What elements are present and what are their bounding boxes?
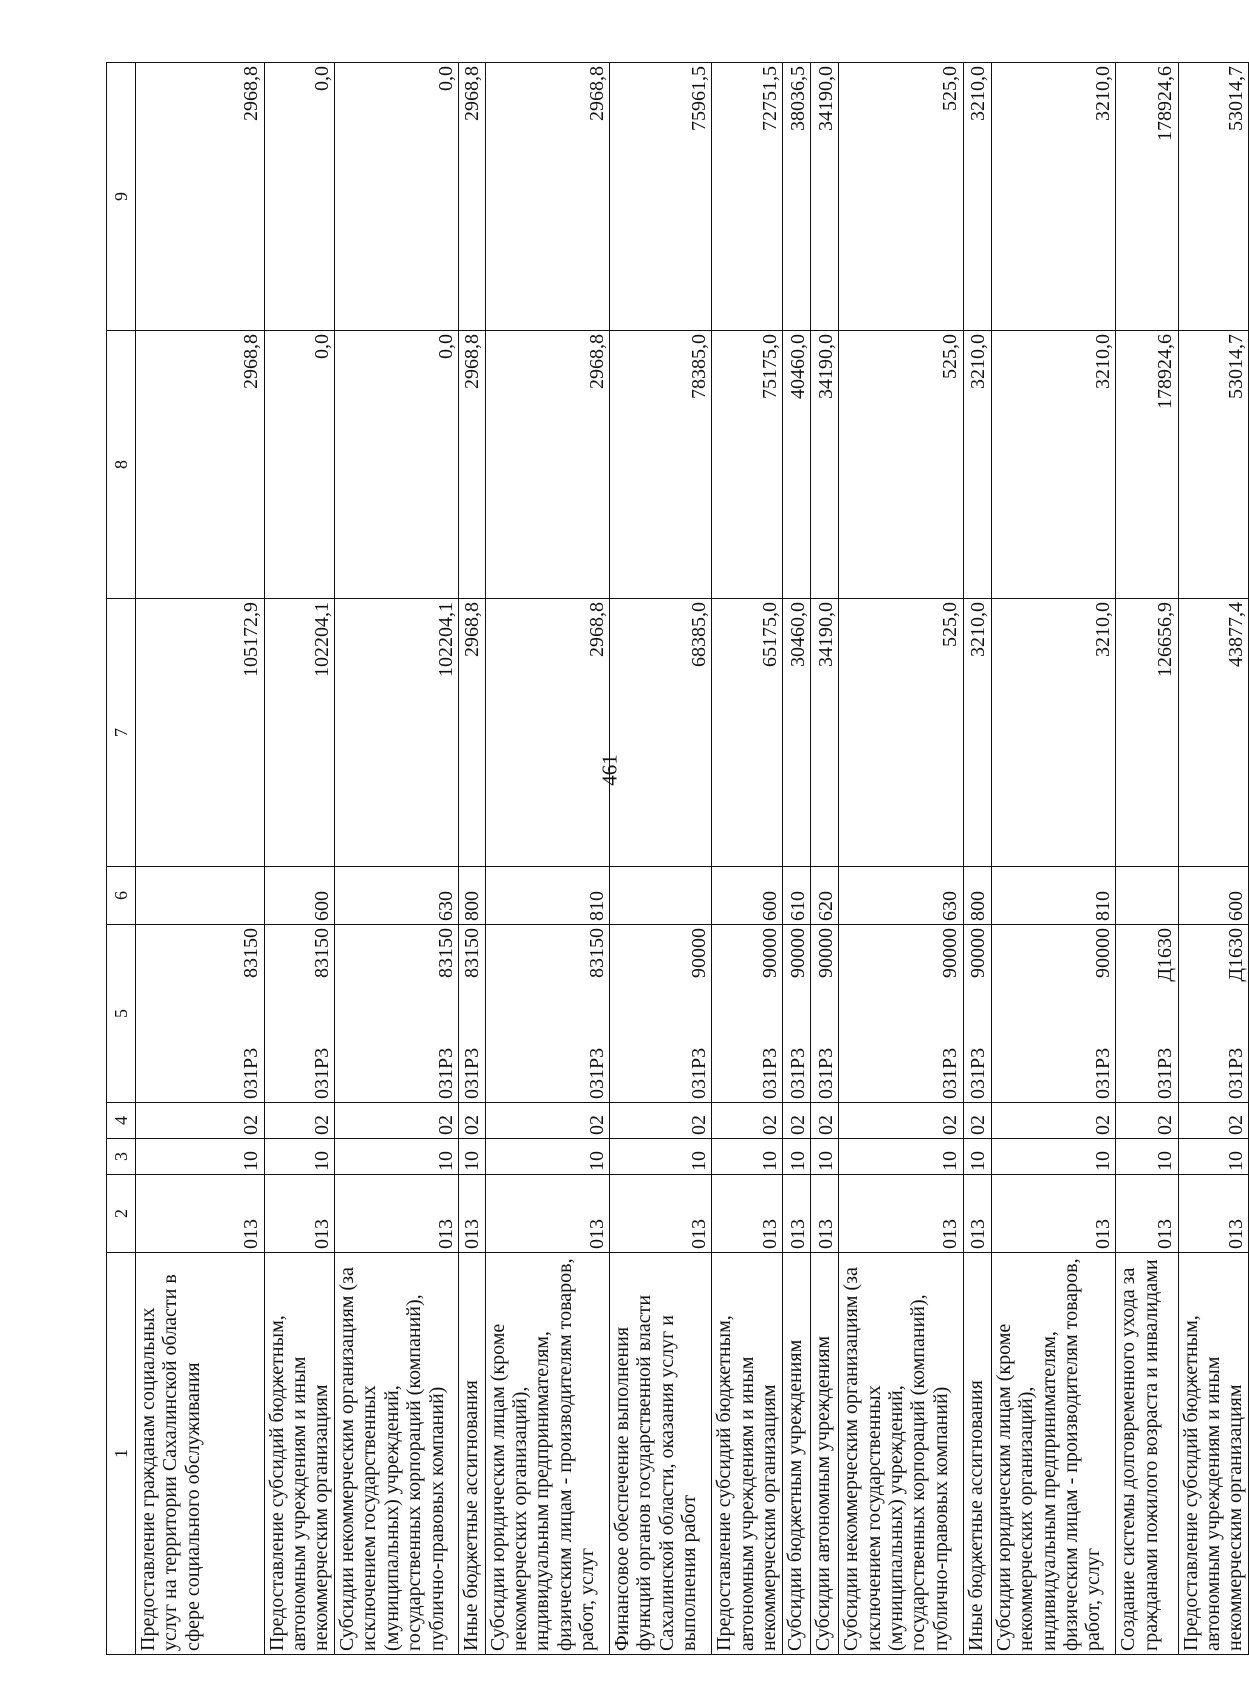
direction-code: 83150 [310, 928, 333, 978]
expense-type-cell: 810 [485, 867, 610, 925]
amount-cell-col9: 3210,0 [963, 63, 991, 331]
ministry-code-cell: 013 [963, 1175, 991, 1253]
ministry-code-cell: 013 [459, 1175, 485, 1253]
table-row [811, 63, 839, 1655]
section-code-cell: 10 [1178, 1139, 1249, 1175]
direction-code: Д1630 [1224, 928, 1247, 982]
amount-cell-col7: 2968,8 [459, 599, 485, 867]
amount-cell-col8: 2968,8 [485, 331, 610, 599]
program-code: 031Р3 [240, 1047, 263, 1099]
subsection-code-cell: 02 [963, 1103, 991, 1139]
ministry-code-cell: 013 [485, 1175, 610, 1253]
program-code: 031Р3 [1091, 1047, 1114, 1099]
ministry-code-cell: 013 [991, 1175, 1116, 1253]
direction-code: 83150 [461, 928, 484, 978]
section-code-cell: 10 [712, 1139, 782, 1175]
expense-name-cell: Субсидии некоммерческим организациям (за исключением государственных (муниципальных) учреждений, государственных корпораций (компаний), публично-правовых компаний) [839, 1253, 964, 1655]
program-code: 031Р3 [939, 1047, 962, 1099]
expense-type-cell [136, 867, 265, 925]
section-code-cell: 10 [782, 1139, 810, 1175]
section-code-cell: 10 [334, 1139, 459, 1175]
expense-type-cell: 600 [1178, 867, 1249, 925]
table-row [991, 63, 1116, 1655]
ministry-code-cell: 013 [1178, 1175, 1249, 1253]
column-number: 3 [107, 1139, 136, 1175]
amount-cell-col9: 2968,8 [136, 63, 265, 331]
amount-cell-col7: 2968,8 [485, 599, 610, 867]
column-number: 4 [107, 1103, 136, 1139]
amount-cell-col9: 72751,5 [712, 63, 782, 331]
expense-name-cell: Предоставление субсидий бюджетным, автономным учреждениям и иным некоммерческим организациям [1178, 1253, 1249, 1655]
amount-cell-col7: 43877,4 [1178, 599, 1249, 867]
amount-cell-col8: 3210,0 [963, 331, 991, 599]
program-code: 031Р3 [814, 1047, 837, 1099]
amount-cell-col7: 3210,0 [991, 599, 1116, 867]
ministry-code-cell: 013 [610, 1175, 712, 1253]
direction-code: 90000 [939, 928, 962, 978]
program-code: 031Р3 [585, 1047, 608, 1099]
section-code-cell: 10 [811, 1139, 839, 1175]
amount-cell-col9: 0,0 [334, 63, 459, 331]
amount-cell-col8: 2968,8 [459, 331, 485, 599]
amount-cell-col8: 3210,0 [991, 331, 1116, 599]
expense-name-cell: Иные бюджетные ассигнования [459, 1253, 485, 1655]
table-row [136, 63, 265, 1655]
subsection-code-cell: 02 [1178, 1103, 1249, 1139]
table-row [610, 63, 712, 1655]
amount-cell-col7: 30460,0 [782, 599, 810, 867]
expense-type-cell: 800 [459, 867, 485, 925]
expense-type-cell: 600 [264, 867, 334, 925]
amount-cell-col9: 0,0 [264, 63, 334, 331]
amount-cell-col7: 126656,9 [1116, 599, 1178, 867]
program-code: 031Р3 [461, 1047, 484, 1099]
expense-name-cell: Предоставление субсидий бюджетным, автономным учреждениям и иным некоммерческим организациям [264, 1253, 334, 1655]
target-article-cell [839, 925, 964, 1103]
amount-cell-col9: 38036,5 [782, 63, 810, 331]
subsection-code-cell: 02 [610, 1103, 712, 1139]
target-article-cell [485, 925, 610, 1103]
column-number: 1 [107, 1253, 136, 1655]
expense-type-cell: 810 [991, 867, 1116, 925]
direction-code: 90000 [786, 928, 809, 978]
subsection-code-cell: 02 [1116, 1103, 1178, 1139]
rotated-content [106, 63, 1249, 1655]
ministry-code-cell: 013 [264, 1175, 334, 1253]
amount-cell-col8: 75175,0 [712, 331, 782, 599]
section-code-cell: 10 [264, 1139, 334, 1175]
direction-code: 90000 [814, 928, 837, 978]
section-code-cell: 10 [610, 1139, 712, 1175]
section-code-cell: 10 [839, 1139, 964, 1175]
program-code: 031Р3 [435, 1047, 458, 1099]
column-number: 7 [107, 599, 136, 867]
expense-type-cell: 620 [811, 867, 839, 925]
table-row [485, 63, 610, 1655]
expense-name-cell: Субсидии автономным учреждениям [811, 1253, 839, 1655]
table-row [334, 63, 459, 1655]
table-row [712, 63, 782, 1655]
expense-name-cell: Субсидии некоммерческим организациям (за исключением государственных (муниципальных) учреждений, государственных корпораций (компаний), публично-правовых компаний) [334, 1253, 459, 1655]
amount-cell-col9: 2968,8 [459, 63, 485, 331]
section-code-cell: 10 [485, 1139, 610, 1175]
direction-code: 83150 [240, 928, 263, 978]
expense-type-cell: 800 [963, 867, 991, 925]
target-article-cell [991, 925, 1116, 1103]
amount-cell-col8: 0,0 [334, 331, 459, 599]
program-code: 031Р3 [758, 1047, 781, 1099]
amount-cell-col9: 525,0 [839, 63, 964, 331]
column-number: 6 [107, 867, 136, 925]
amount-cell-col7: 105172,9 [136, 599, 265, 867]
target-article-cell [136, 925, 265, 1103]
amount-cell-col7: 65175,0 [712, 599, 782, 867]
direction-code: 83150 [585, 928, 608, 978]
ministry-code-cell: 013 [712, 1175, 782, 1253]
subsection-code-cell: 02 [839, 1103, 964, 1139]
direction-code: 83150 [435, 928, 458, 978]
amount-cell-col8: 40460,0 [782, 331, 810, 599]
amount-cell-col8: 53014,7 [1178, 331, 1249, 599]
table-row [963, 63, 991, 1655]
section-code-cell: 10 [963, 1139, 991, 1175]
amount-cell-col7: 102204,1 [334, 599, 459, 867]
column-number: 5 [107, 925, 136, 1103]
column-number: 9 [107, 63, 136, 331]
section-code-cell: 10 [1116, 1139, 1178, 1175]
table-row [839, 63, 964, 1655]
subsection-code-cell: 02 [712, 1103, 782, 1139]
amount-cell-col8: 34190,0 [811, 331, 839, 599]
subsection-code-cell: 02 [136, 1103, 265, 1139]
amount-cell-col9: 34190,0 [811, 63, 839, 331]
subsection-code-cell: 02 [485, 1103, 610, 1139]
expense-name-cell: Иные бюджетные ассигнования [963, 1253, 991, 1655]
subsection-code-cell: 02 [782, 1103, 810, 1139]
expense-name-cell: Создание системы долговременного ухода за гражданами пожилого возраста и инвалидами [1116, 1253, 1178, 1655]
ministry-code-cell: 013 [839, 1175, 964, 1253]
table-row [459, 63, 485, 1655]
target-article-cell [334, 925, 459, 1103]
direction-code: Д1630 [1154, 928, 1177, 982]
subsection-code-cell: 02 [459, 1103, 485, 1139]
amount-cell-col7: 68385,0 [610, 599, 712, 867]
table-row [1178, 63, 1249, 1655]
amount-cell-col7: 34190,0 [811, 599, 839, 867]
expense-name-cell: Финансовое обеспечение выполнения функций органов государственной власти Сахалинской области, оказания услуг и выполнения работ [610, 1253, 712, 1655]
amount-cell-col9: 2968,8 [485, 63, 610, 331]
amount-cell-col8: 78385,0 [610, 331, 712, 599]
amount-cell-col8: 0,0 [264, 331, 334, 599]
subsection-code-cell: 02 [334, 1103, 459, 1139]
program-code: 031Р3 [1154, 1047, 1177, 1099]
target-article-cell [459, 925, 485, 1103]
ministry-code-cell: 013 [811, 1175, 839, 1253]
amount-cell-col9: 53014,7 [1178, 63, 1249, 331]
target-article-cell [1116, 925, 1178, 1103]
section-code-cell: 10 [459, 1139, 485, 1175]
expense-type-cell [610, 867, 712, 925]
amount-cell-col8: 525,0 [839, 331, 964, 599]
table-row [782, 63, 810, 1655]
target-article-cell [264, 925, 334, 1103]
page-number: 461 [597, 754, 622, 786]
amount-cell-col7: 102204,1 [264, 599, 334, 867]
program-code: 031Р3 [1224, 1047, 1247, 1099]
target-article-cell [610, 925, 712, 1103]
program-code: 031Р3 [688, 1047, 711, 1099]
ministry-code-cell: 013 [1116, 1175, 1178, 1253]
program-code: 031Р3 [310, 1047, 333, 1099]
target-article-cell [811, 925, 839, 1103]
expense-name-cell: Субсидии юридическим лицам (кроме некоммерческих организаций), индивидуальным предпринимателям, физическим лицам - производителям товаров, работ, услуг [485, 1253, 610, 1655]
section-code-cell: 10 [136, 1139, 265, 1175]
amount-cell-col7: 3210,0 [963, 599, 991, 867]
target-article-cell [712, 925, 782, 1103]
direction-code: 90000 [967, 928, 990, 978]
column-number-row [107, 63, 136, 1655]
target-article-cell [963, 925, 991, 1103]
expense-name-cell: Предоставление субсидий бюджетным, автономным учреждениям и иным некоммерческим организациям [712, 1253, 782, 1655]
direction-code: 90000 [1091, 928, 1114, 978]
subsection-code-cell: 02 [264, 1103, 334, 1139]
subsection-code-cell: 02 [991, 1103, 1116, 1139]
program-code: 031Р3 [967, 1047, 990, 1099]
section-code-cell: 10 [991, 1139, 1116, 1175]
expense-type-cell [1116, 867, 1178, 925]
direction-code: 90000 [688, 928, 711, 978]
amount-cell-col8: 178924,6 [1116, 331, 1178, 599]
rotated-table-area [106, 63, 1249, 1655]
expense-name-cell: Предоставление гражданам социальных услуг на территории Сахалинской области в сфере социального обслуживания [136, 1253, 265, 1655]
direction-code: 90000 [758, 928, 781, 978]
amount-cell-col9: 3210,0 [991, 63, 1116, 331]
program-code: 031Р3 [786, 1047, 809, 1099]
subsection-code-cell: 02 [811, 1103, 839, 1139]
table-body [136, 63, 1249, 1655]
budget-table [106, 62, 1249, 1655]
target-article-cell [782, 925, 810, 1103]
column-number: 2 [107, 1175, 136, 1253]
expense-type-cell: 610 [782, 867, 810, 925]
expense-name-cell: Субсидии бюджетным учреждениям [782, 1253, 810, 1655]
expense-name-cell: Субсидии юридическим лицам (кроме некоммерческих организаций), индивидуальным предпринимателям, физическим лицам - производителям товаров, работ, услуг [991, 1253, 1116, 1655]
column-number: 8 [107, 331, 136, 599]
expense-type-cell: 630 [334, 867, 459, 925]
ministry-code-cell: 013 [334, 1175, 459, 1253]
ministry-code-cell: 013 [136, 1175, 265, 1253]
table-row [264, 63, 334, 1655]
amount-cell-col9: 75961,5 [610, 63, 712, 331]
ministry-code-cell: 013 [782, 1175, 810, 1253]
amount-cell-col7: 525,0 [839, 599, 964, 867]
amount-cell-col9: 178924,6 [1116, 63, 1178, 331]
expense-type-cell: 630 [839, 867, 964, 925]
table-row [1116, 63, 1178, 1655]
amount-cell-col8: 2968,8 [136, 331, 265, 599]
expense-type-cell: 600 [712, 867, 782, 925]
target-article-cell [1178, 925, 1249, 1103]
